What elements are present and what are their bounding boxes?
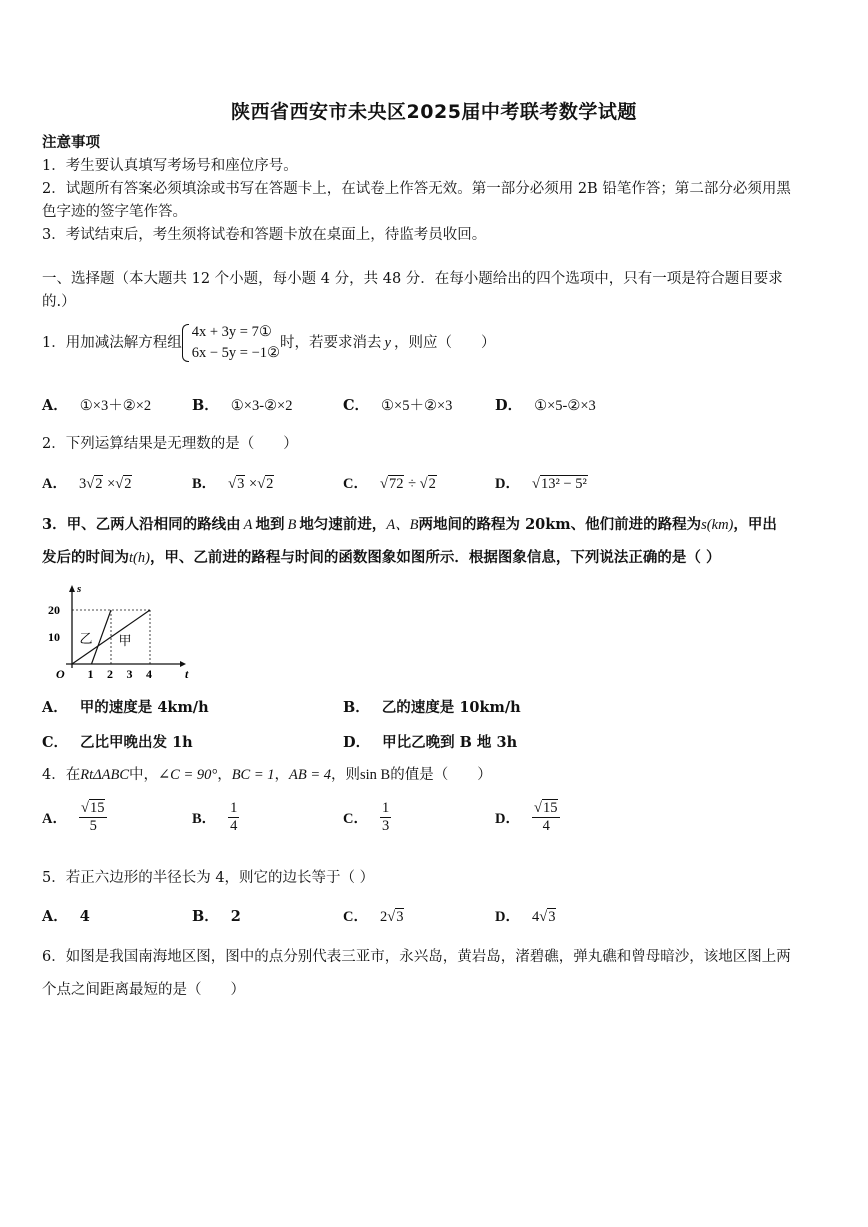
question-5-stem: 5．若正六边形的半径长为 4，则它的边长等于（ ） (42, 870, 375, 886)
q1-option-c[interactable]: C． ①×5＋②×3 (343, 397, 453, 414)
q3-option-c[interactable]: C． 乙比甲晚出发 1h (42, 734, 193, 751)
q4-option-c[interactable]: C． $\frac{1}{3}$ (343, 800, 390, 834)
question-1-stem (42, 322, 495, 364)
exam-title: 陕西省西安市未央区2025届中考联考数学试题 (231, 101, 637, 123)
x-tick-label: 4 (146, 667, 152, 680)
brace-icon (182, 324, 189, 362)
q5-option-b[interactable]: B． 2 (192, 908, 241, 925)
notice-item: 3．考试结束后，考生须将试卷和答题卡放在桌面上，待监考员收回。 (42, 227, 487, 243)
q4-option-b[interactable]: B． $\frac{1}{4}$ (192, 800, 238, 834)
q1-var: y (384, 335, 391, 352)
series-label-jia: 甲 (118, 633, 132, 648)
q3-option-a[interactable]: A． 甲的速度是 4km/h (42, 699, 209, 716)
q2-option-c[interactable]: C． √72 ÷ √2 (343, 476, 436, 492)
section-heading-cont: 的.） (42, 294, 76, 310)
q1-option-a[interactable]: A． ①×3＋②×2 (42, 397, 152, 414)
q5-option-c[interactable]: C． 2√3 (343, 909, 404, 925)
x-tick-label: 2 (107, 667, 113, 680)
q3-option-b[interactable]: B． 乙的速度是 10km/h (343, 699, 521, 716)
question-4-stem: 4．在RtΔABC中，∠C = 90°，BC = 1，AB = 4，则sin B的值是（ ） (42, 767, 492, 783)
q3-option-d[interactable]: D． 甲比乙晚到 B 地 3h (343, 734, 518, 751)
q1-option-b[interactable]: B． ①×3-②×2 (192, 397, 293, 414)
notice-item: 2．试题所有答案必须填涂或书写在答题卡上，在试卷上作答无效。第一部分必须用 2B 铅笔作答；第二部分必须用黑 (42, 181, 791, 197)
section-heading: 一、选择题（本大题共 12 个小题，每小题 4 分，共 48 分．在每小题给出的四个选项中，只有一项是符合题目要求 (42, 271, 783, 287)
q2-option-b[interactable]: B． √3 ×√2 (192, 476, 274, 492)
question-3-stem-line1: 3．甲、乙两人沿相同的路线由 A 地到 B 地匀速前进，A、B两地间的路程为 20km、他们前进的路程为s(km)，甲出 (42, 516, 777, 533)
series-line-yi (92, 610, 112, 664)
question-6-stem-line1: 6．如图是我国南海地区图，图中的点分别代表三亚市，永兴岛，黄岩岛，渚碧礁，弹丸礁和曾母暗沙，该地区图上两 (42, 949, 791, 965)
q1-suffix-end: ，则应（ ） (393, 335, 496, 352)
q2-option-a[interactable]: A． 3√2 ×√2 (42, 476, 132, 492)
x-tick-label: 1 (87, 667, 94, 680)
origin-label: O (56, 667, 65, 680)
question-3-stem-line2: 发后的时间为t(h)，甲、乙前进的路程与时间的函数图象如图所示．根据图象信息，下列说法正确的是（ ） (42, 549, 721, 566)
q4-option-d[interactable]: D． $\frac{√15}{4}$ (495, 800, 560, 834)
q4-option-a[interactable]: A． $\frac{√15}{5}$ (42, 800, 107, 834)
q1-option-d[interactable]: D． ①×5-②×3 (495, 397, 596, 414)
series-label-yi: 乙 (79, 631, 93, 646)
y-axis-arrow-icon (69, 585, 75, 592)
y-tick-label: 20 (48, 603, 60, 617)
x-tick-label: 3 (126, 667, 133, 680)
notice-item: 色字迹的签字笔作答。 (42, 204, 187, 220)
notice-heading: 注意事项 (42, 134, 100, 151)
x-axis-label: t (185, 667, 189, 680)
q2-option-d[interactable]: D． √13² − 5² (495, 476, 587, 492)
notice-item: 1．考生要认真填写考场号和座位序号。 (42, 158, 298, 174)
y-axis-label: s (77, 583, 82, 595)
y-tick-label: 10 (48, 630, 60, 644)
q5-option-d[interactable]: D． 4√3 (495, 909, 556, 925)
q1-prefix: 1．用加减法解方程组 (42, 335, 182, 352)
question-2-stem: 2．下列运算结果是无理数的是（ ） (42, 436, 298, 452)
q5-option-a[interactable]: A． 4 (42, 908, 90, 925)
question-6-stem-line2: 个点之间距离最短的是（ ） (42, 982, 245, 998)
distance-time-graph (42, 580, 192, 680)
q1-suffix: 时，若要求消去 (280, 335, 382, 352)
equation-system (182, 322, 280, 364)
equation-2: 6x − 5y = −1② (191, 345, 281, 362)
equation-1: 4x + 3y = 7① (191, 324, 272, 340)
